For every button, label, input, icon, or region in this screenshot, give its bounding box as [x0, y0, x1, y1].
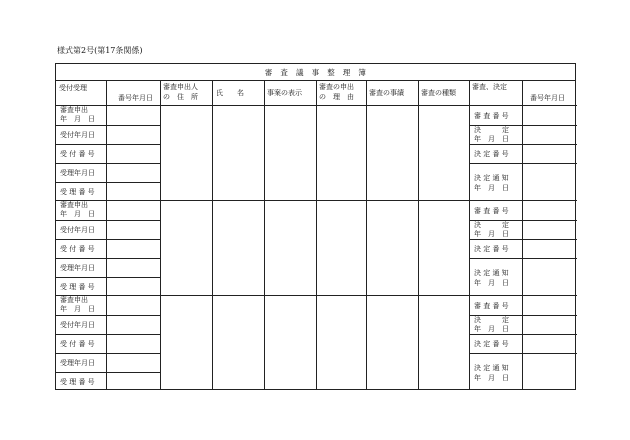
left-value-divider [106, 163, 160, 164]
label-application-date: 審査申出 [60, 106, 88, 114]
label-decision-date-sub: 年 月 日 [474, 230, 509, 238]
label-notice-date: 決 定 通 知 [474, 269, 509, 277]
label-accepted-date: 受理年月日 [60, 169, 95, 177]
header-receipt: 受付受理 [59, 84, 87, 92]
label-accepted-number: 受 理 番 号 [60, 378, 95, 386]
label-notice-date-sub: 年 月 日 [474, 374, 509, 382]
left-value-divider [106, 315, 160, 316]
label-decision-date: 決 定 [474, 126, 509, 134]
label-received-date: 受付年月日 [60, 131, 95, 139]
left-subrow-divider [56, 144, 106, 145]
right-value-divider [522, 163, 577, 164]
label-application-date-sub: 年 月 日 [60, 115, 95, 123]
left-value-divider [106, 182, 160, 183]
label-received-number: 受 付 番 号 [60, 150, 95, 158]
header-reason-line1: 審査の申出 [319, 83, 354, 91]
left-value-divider [106, 125, 160, 126]
right-value-divider [522, 334, 577, 335]
column-divider [418, 81, 419, 389]
column-divider [212, 81, 213, 389]
right-subrow-divider [469, 334, 522, 335]
label-decision-number: 決 定 番 号 [474, 150, 509, 158]
right-subrow-divider [469, 239, 522, 240]
left-value-divider [106, 277, 160, 278]
label-decision-date: 決 定 [474, 221, 509, 229]
label-decision-number: 決 定 番 号 [474, 245, 509, 253]
label-decision-date: 決 定 [474, 316, 509, 324]
left-value-divider [106, 144, 160, 145]
header-decision-number-date: 番号年月日 [530, 94, 565, 102]
right-subrow-divider [469, 353, 522, 354]
right-value-divider [522, 353, 577, 354]
column-divider [106, 81, 107, 389]
left-subrow-divider [56, 315, 106, 316]
left-subrow-divider [56, 258, 106, 259]
left-value-divider [106, 258, 160, 259]
header-name: 氏 名 [216, 89, 244, 97]
header-decision: 審査、決定 [472, 83, 507, 91]
column-divider [316, 81, 317, 389]
label-notice-date-sub: 年 月 日 [474, 279, 509, 287]
label-review-number: 審 査 番 号 [474, 302, 509, 310]
block-divider [56, 295, 577, 296]
header-applicant-address-line1: 審査申出人 [163, 83, 198, 91]
label-review-number: 審 査 番 号 [474, 207, 509, 215]
right-value-divider [522, 144, 577, 145]
left-value-divider [106, 220, 160, 221]
label-application-date: 審査申出 [60, 201, 88, 209]
left-subrow-divider [56, 353, 106, 354]
right-value-divider [522, 258, 577, 259]
label-accepted-number: 受 理 番 号 [60, 283, 95, 291]
form-label: 様式第2号(第17条関係) [57, 46, 143, 55]
label-decision-date-sub: 年 月 日 [474, 325, 509, 333]
column-divider [469, 81, 470, 389]
right-subrow-divider [469, 144, 522, 145]
label-decision-date-sub: 年 月 日 [474, 135, 509, 143]
left-subrow-divider [56, 334, 106, 335]
header-kind: 審査の種類 [421, 89, 456, 97]
label-notice-date-sub: 年 月 日 [474, 184, 509, 192]
left-value-divider [106, 334, 160, 335]
header-case-display: 事案の表示 [267, 89, 302, 97]
label-review-number: 審 査 番 号 [474, 112, 509, 120]
header-applicant-address-line2: の 住 所 [163, 93, 198, 101]
left-value-divider [106, 372, 160, 373]
label-application-date-sub: 年 月 日 [60, 305, 95, 313]
left-subrow-divider [56, 277, 106, 278]
label-application-date: 審査申出 [60, 296, 88, 304]
header-reason-line2: の 理 由 [319, 93, 354, 101]
right-subrow-divider [469, 163, 522, 164]
review-ledger-table [55, 63, 576, 390]
label-decision-number: 決 定 番 号 [474, 340, 509, 348]
right-value-divider [522, 239, 577, 240]
right-value-divider [522, 220, 577, 221]
column-divider [160, 81, 161, 389]
label-received-date: 受付年月日 [60, 226, 95, 234]
right-value-divider [522, 125, 577, 126]
header-divider [56, 105, 577, 106]
header-receipt-number-date: 番号年月日 [118, 94, 153, 102]
label-application-date-sub: 年 月 日 [60, 210, 95, 218]
left-subrow-divider [56, 372, 106, 373]
left-value-divider [106, 353, 160, 354]
label-accepted-date: 受理年月日 [60, 359, 95, 367]
block-divider [56, 200, 577, 201]
left-subrow-divider [56, 125, 106, 126]
left-subrow-divider [56, 182, 106, 183]
label-accepted-number: 受 理 番 号 [60, 188, 95, 196]
column-divider [366, 81, 367, 389]
right-value-divider [522, 315, 577, 316]
column-divider [264, 81, 265, 389]
ledger-title: 審 査 議 事 整 理 簿 [56, 64, 575, 81]
left-subrow-divider [56, 239, 106, 240]
label-notice-date: 決 定 通 知 [474, 174, 509, 182]
left-value-divider [106, 239, 160, 240]
label-accepted-date: 受理年月日 [60, 264, 95, 272]
header-progress: 審査の事績 [369, 89, 404, 97]
column-divider [522, 81, 523, 389]
right-subrow-divider [469, 258, 522, 259]
label-received-number: 受 付 番 号 [60, 340, 95, 348]
left-subrow-divider [56, 163, 106, 164]
left-subrow-divider [56, 220, 106, 221]
label-notice-date: 決 定 通 知 [474, 364, 509, 372]
label-received-date: 受付年月日 [60, 321, 95, 329]
label-received-number: 受 付 番 号 [60, 245, 95, 253]
